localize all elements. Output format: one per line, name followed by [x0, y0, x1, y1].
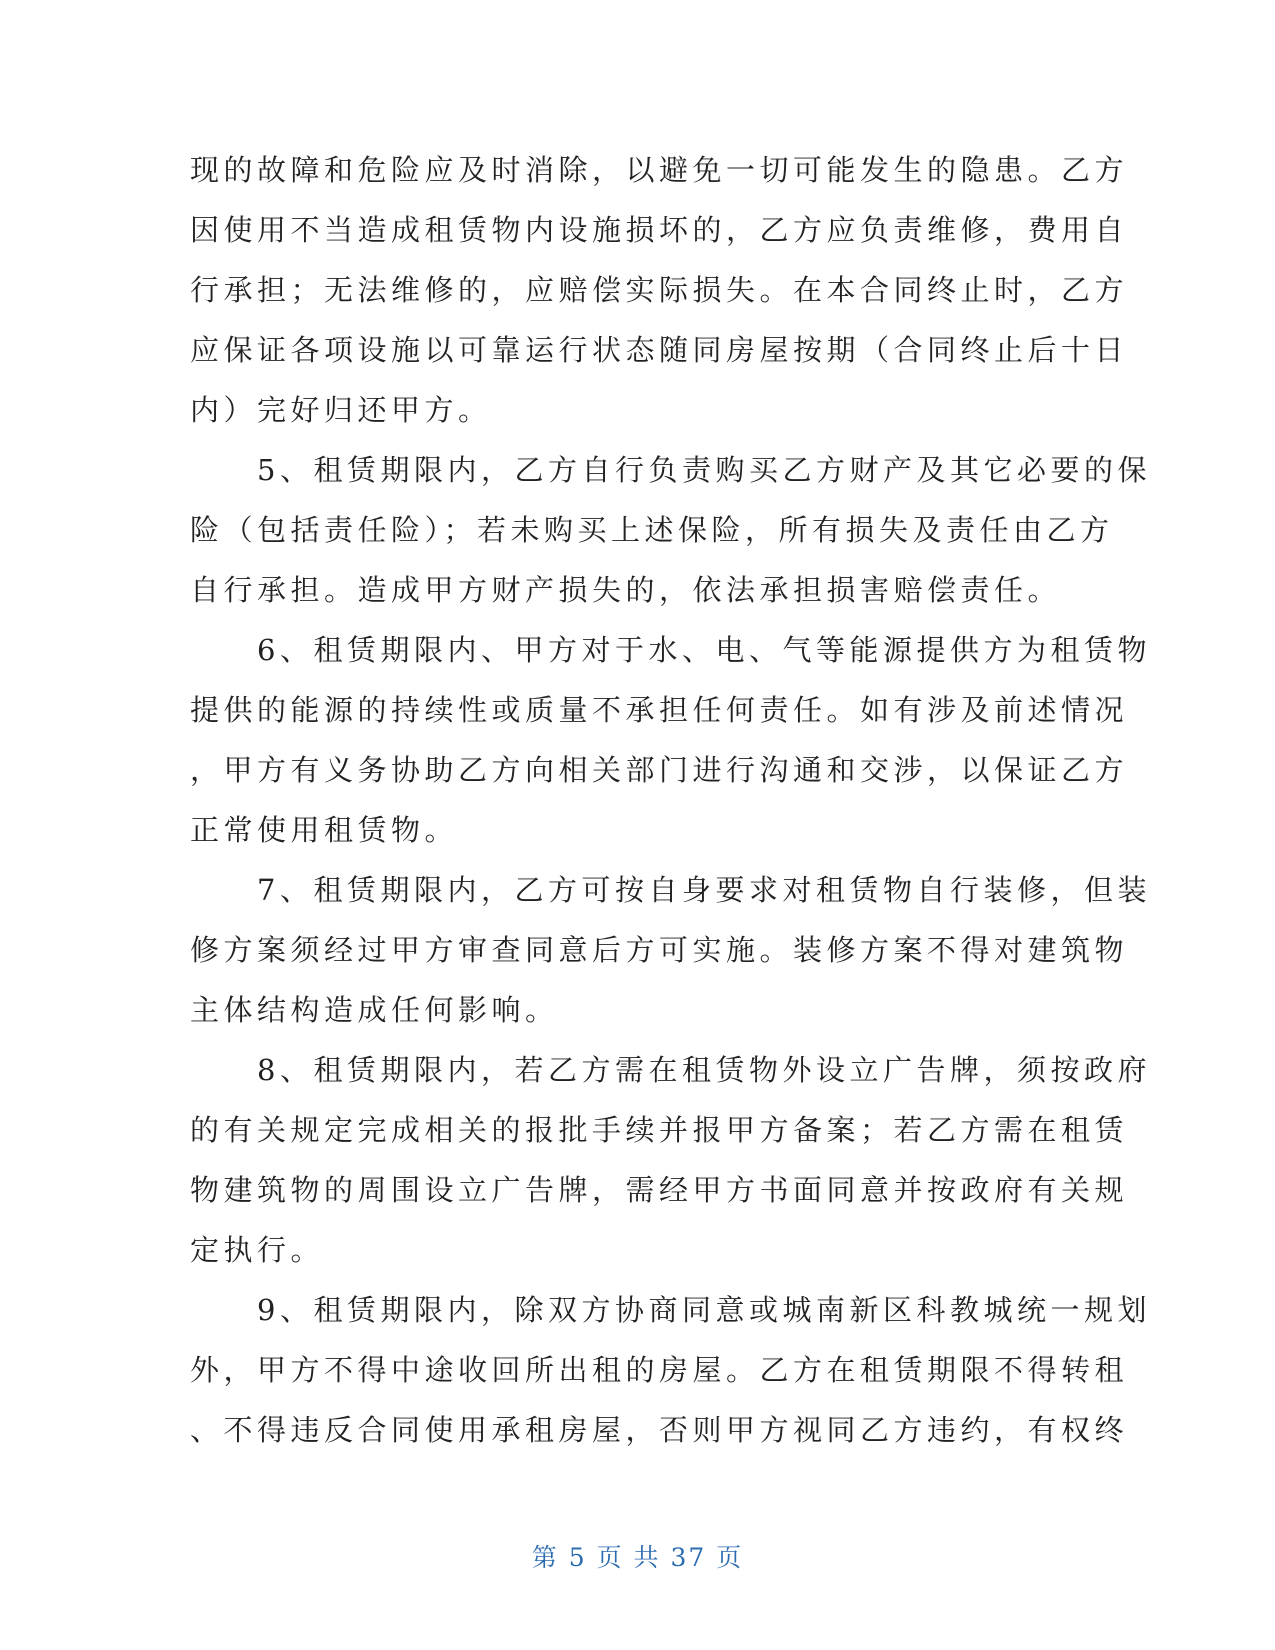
text-line: 行承担；无法维修的，应赔偿实际损失。在本合同终止时，乙方 [190, 273, 1129, 307]
text-line: 、不得违反合同使用承租房屋，否则甲方视同乙方违约，有权终 [190, 1413, 1129, 1447]
document-body [190, 140, 1151, 1460]
text-line: ，甲方有义务协助乙方向相关部门进行沟通和交涉，以保证乙方 [190, 753, 1129, 787]
text-line: 自行承担。造成甲方财产损失的，依法承担损害赔偿责任。 [190, 573, 1062, 607]
text-line: 因使用不当造成租赁物内设施损坏的，乙方应负责维修，费用自 [190, 213, 1129, 247]
text-line: 物建筑物的周围设立广告牌，需经甲方书面同意并按政府有关规 [190, 1173, 1129, 1207]
text-line: 内）完好归还甲方。 [190, 393, 492, 427]
text-line: 定执行。 [190, 1233, 325, 1267]
text-line: 正常使用租赁物。 [190, 813, 459, 847]
paragraph-clause-6 [190, 620, 1151, 860]
paragraph-continued [190, 140, 1129, 440]
paragraph-clause-5 [190, 440, 1151, 620]
text-line: 主体结构造成任何影响。 [190, 993, 559, 1027]
text-line: 现的故障和危险应及时消除，以避免一切可能发生的隐患。乙方 [190, 153, 1129, 187]
text-line: 8、租赁期限内，若乙方需在租赁物外设立广告牌，须按政府 [190, 1053, 1151, 1087]
text-line: 6、租赁期限内、甲方对于水、电、气等能源提供方为租赁物 [190, 633, 1151, 667]
text-line: 险（包括责任险）；若未购买上述保险，所有损失及责任由乙方 [190, 513, 1114, 547]
text-line: 7、租赁期限内，乙方可按自身要求对租赁物自行装修，但装 [190, 873, 1151, 907]
text-line: 提供的能源的持续性或质量不承担任何责任。如有涉及前述情况 [190, 693, 1129, 727]
text-line: 修方案须经过甲方审查同意后方可实施。装修方案不得对建筑物 [190, 933, 1129, 967]
text-line: 应保证各项设施以可靠运行状态随同房屋按期（合同终止后十日 [190, 333, 1129, 367]
page-number-footer: 第 5 页 共 37 页 [531, 1543, 744, 1572]
paragraph-clause-7 [190, 860, 1151, 1040]
paragraph-clause-8 [190, 1040, 1151, 1280]
text-line: 9、租赁期限内，除双方协商同意或城南新区科教城统一规划 [190, 1293, 1151, 1327]
text-line: 外，甲方不得中途收回所出租的房屋。乙方在租赁期限不得转租 [190, 1353, 1129, 1387]
paragraph-clause-9 [190, 1280, 1151, 1460]
text-line: 的有关规定完成相关的报批手续并报甲方备案；若乙方需在租赁 [190, 1113, 1129, 1147]
text-line: 5、租赁期限内，乙方自行负责购买乙方财产及其它必要的保 [190, 453, 1151, 487]
